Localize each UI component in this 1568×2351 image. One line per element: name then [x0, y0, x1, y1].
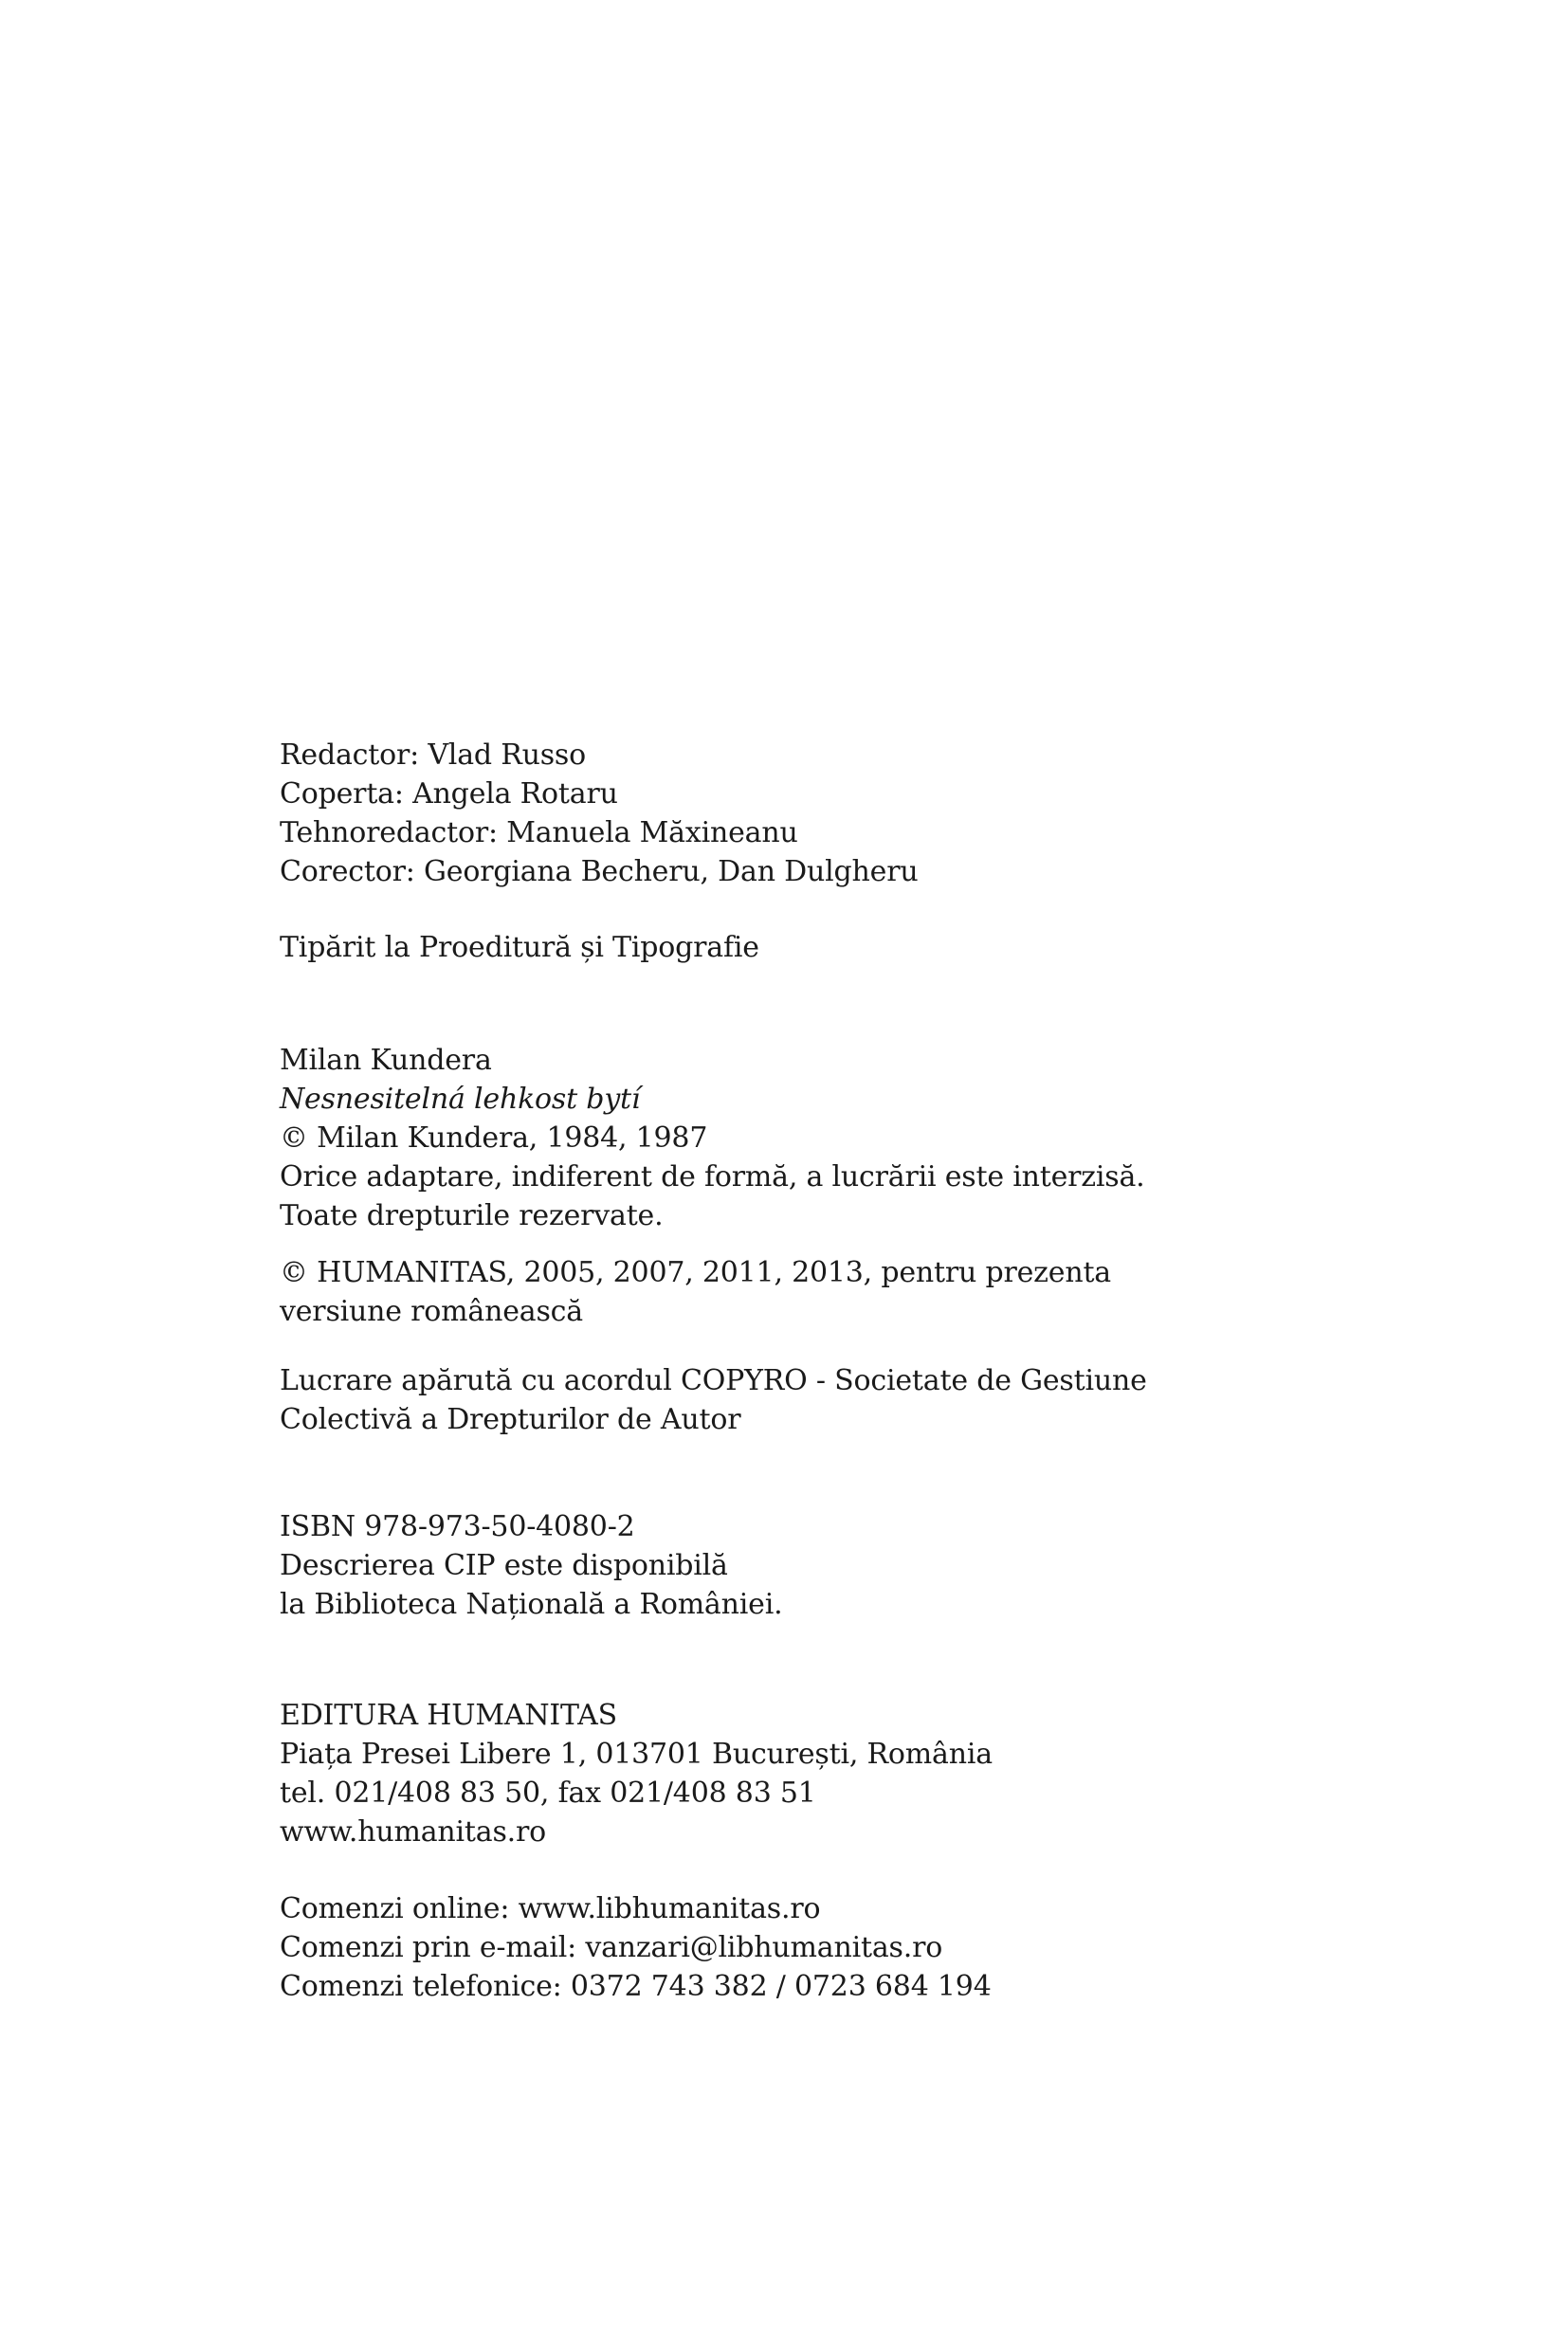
editor-credit: Redactor: Vlad Russo — [280, 738, 586, 772]
publisher-phone: tel. 021/408 83 50, fax 021/408 83 51 — [280, 1777, 816, 1810]
cover-credit: Coperta: Angela Rotaru — [280, 777, 618, 811]
publisher-website: www.humanitas.ro — [280, 1815, 546, 1849]
proofreader-credit: Corector: Georgiana Becheru, Dan Dulgheru — [280, 855, 919, 888]
printer-block — [280, 928, 1465, 967]
isbn-number: ISBN 978-973-50-4080-2 — [280, 1510, 635, 1543]
rights-block — [280, 1041, 1465, 1235]
copyro-line2: Colectivă a Drepturilor de Autor — [280, 1403, 741, 1436]
publisher-block — [280, 1696, 1465, 1851]
author-name: Milan Kundera — [280, 1044, 492, 1077]
humanitas-copyright-block — [280, 1253, 1465, 1331]
cip-line2: la Biblioteca Națională a României. — [280, 1588, 783, 1621]
publisher-name: EDITURA HUMANITAS — [280, 1699, 617, 1732]
orders-email: Comenzi prin e-mail: vanzari@libhumanitas.ro — [280, 1931, 943, 1964]
orders-block — [280, 1889, 1465, 2006]
orders-online: Comenzi online: www.libhumanitas.ro — [280, 1892, 821, 1925]
publisher-address: Piața Presei Libere 1, 013701 București, România — [280, 1738, 993, 1771]
isbn-block — [280, 1507, 1465, 1624]
humanitas-copyright-line2: versiune românească — [280, 1295, 583, 1328]
adaptation-notice: Orice adaptare, indiferent de formă, a lucrării este interzisă. — [280, 1160, 1145, 1194]
all-rights-reserved: Toate drepturile rezervate. — [280, 1199, 664, 1232]
credits-block — [280, 736, 1465, 891]
printer-line: Tipărit la Proeditură și Tipografie — [280, 931, 759, 964]
humanitas-copyright-line1: © HUMANITAS, 2005, 2007, 2011, 2013, pentru prezenta — [280, 1256, 1111, 1289]
copyro-block — [280, 1361, 1465, 1439]
typesetter-credit: Tehnoredactor: Manuela Măxineanu — [280, 816, 798, 849]
original-title: Nesnesitelná lehkost bytí — [280, 1083, 641, 1116]
copyro-line1: Lucrare apărută cu acordul COPYRO - Societate de Gestiune — [280, 1364, 1147, 1397]
author-copyright: © Milan Kundera, 1984, 1987 — [280, 1121, 708, 1155]
orders-phone: Comenzi telefonice: 0372 743 382 / 0723 684 194 — [280, 1970, 992, 2003]
cip-line1: Descrierea CIP este disponibilă — [280, 1549, 728, 1582]
